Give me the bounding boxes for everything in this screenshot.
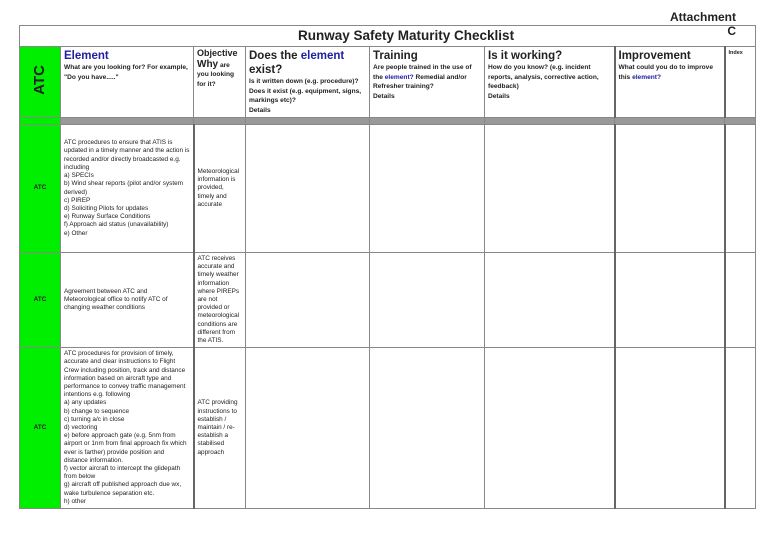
working-cell[interactable] xyxy=(485,348,615,509)
row-label: ATC xyxy=(20,348,61,509)
element-cell xyxy=(61,348,194,509)
element-line: c) PIREP xyxy=(64,196,91,204)
element-line: e) before approach gate (e.g. 5nm from airport or 1nm from final approach fix which ever is farther) provide position and distance information. xyxy=(64,432,187,464)
working-cell[interactable] xyxy=(485,125,615,253)
index-cell[interactable] xyxy=(725,125,756,253)
row-label: ATC xyxy=(20,125,61,253)
element-line: b) change to sequence xyxy=(64,407,130,415)
element-line: a) SPECIs xyxy=(64,172,94,180)
element-line: d) vectoring xyxy=(64,424,98,432)
element-cell xyxy=(61,125,194,253)
objective-cell: Meteorological information is provided, timely and accurate xyxy=(194,125,246,253)
side-label: ATC xyxy=(20,47,61,118)
training-cell[interactable] xyxy=(370,125,485,253)
improvement-cell[interactable] xyxy=(615,348,725,509)
element-line: g) aircraft off published approach due wx, wake turbulence separation etc. xyxy=(64,481,182,497)
element-line: f) vector aircraft to intercept the glidepath from below xyxy=(64,465,181,481)
element-line: b) Wind shear reports (pilot and/or system derived) xyxy=(64,180,183,196)
header-element: Element What are you looking for? For example, "Do you have....." xyxy=(61,47,194,118)
objective-cell: ATC receives accurate and timely weather information where PIREPs are not provided or meteorological conditions are different from the ATIS. xyxy=(194,253,246,348)
attachment-label: Attachment C xyxy=(669,10,736,38)
element-line: f) Approach aid status (unavailability) xyxy=(64,221,169,229)
header-training: Training Are people trained in the use of the element? Remedial and/or Refresher training? Details xyxy=(370,47,485,118)
element-line: a) any updates xyxy=(64,399,107,407)
element-line: e) Other xyxy=(64,229,88,237)
table-title: Runway Safety Maturity Checklist xyxy=(20,26,756,47)
table-row xyxy=(20,348,756,509)
header-row xyxy=(20,47,756,118)
row-label: ATC xyxy=(20,253,61,348)
exist-cell[interactable] xyxy=(246,253,370,348)
element-line: d) Soliciting Pilots for updates xyxy=(64,204,149,212)
checklist-table xyxy=(19,25,756,509)
header-objective: Objective Why are you looking for it? xyxy=(194,47,246,118)
objective-cell: ATC providing instructions to establish / maintain / re-establish a stabilised approach xyxy=(194,348,246,509)
training-cell[interactable] xyxy=(370,348,485,509)
element-line: c) turning a/c in close xyxy=(64,415,125,423)
header-working: Is it working? How do you know? (e.g. incident reports, analysis, corrective action, feedback) Details xyxy=(485,47,615,118)
header-improvement: Improvement What could you do to improve this element? xyxy=(615,47,725,118)
index-cell[interactable] xyxy=(725,348,756,509)
element-line: Agreement between ATC and Meteorological office to notify ATC of changing weather conditions xyxy=(64,287,168,312)
header-exist: Does the element exist? Is it written down (e.g. procedure)? Does it exist (e.g. equipment, signs, markings etc)? Details xyxy=(246,47,370,118)
working-cell[interactable] xyxy=(485,253,615,348)
element-line: ATC procedures for provision of timely, accurate and clear instructions to Flight Crew including position, track and distance information based on aircraft type and performance to convey traffic management intentions e.g. following xyxy=(64,350,186,399)
exist-cell[interactable] xyxy=(246,348,370,509)
training-cell[interactable] xyxy=(370,253,485,348)
table-row xyxy=(20,125,756,253)
exist-cell[interactable] xyxy=(246,125,370,253)
header-index: Index xyxy=(725,47,756,118)
element-line: h) other xyxy=(64,497,87,505)
index-cell[interactable] xyxy=(725,253,756,348)
improvement-cell[interactable] xyxy=(615,253,725,348)
improvement-cell[interactable] xyxy=(615,125,725,253)
element-line: e) Runway Surface Conditions xyxy=(64,213,151,221)
element-line: ATC procedures to ensure that ATIS is updated in a timely manner and the action is recorded and/or directly broadcasted e.g. including xyxy=(64,139,190,171)
element-cell xyxy=(61,253,194,348)
table-row xyxy=(20,253,756,348)
